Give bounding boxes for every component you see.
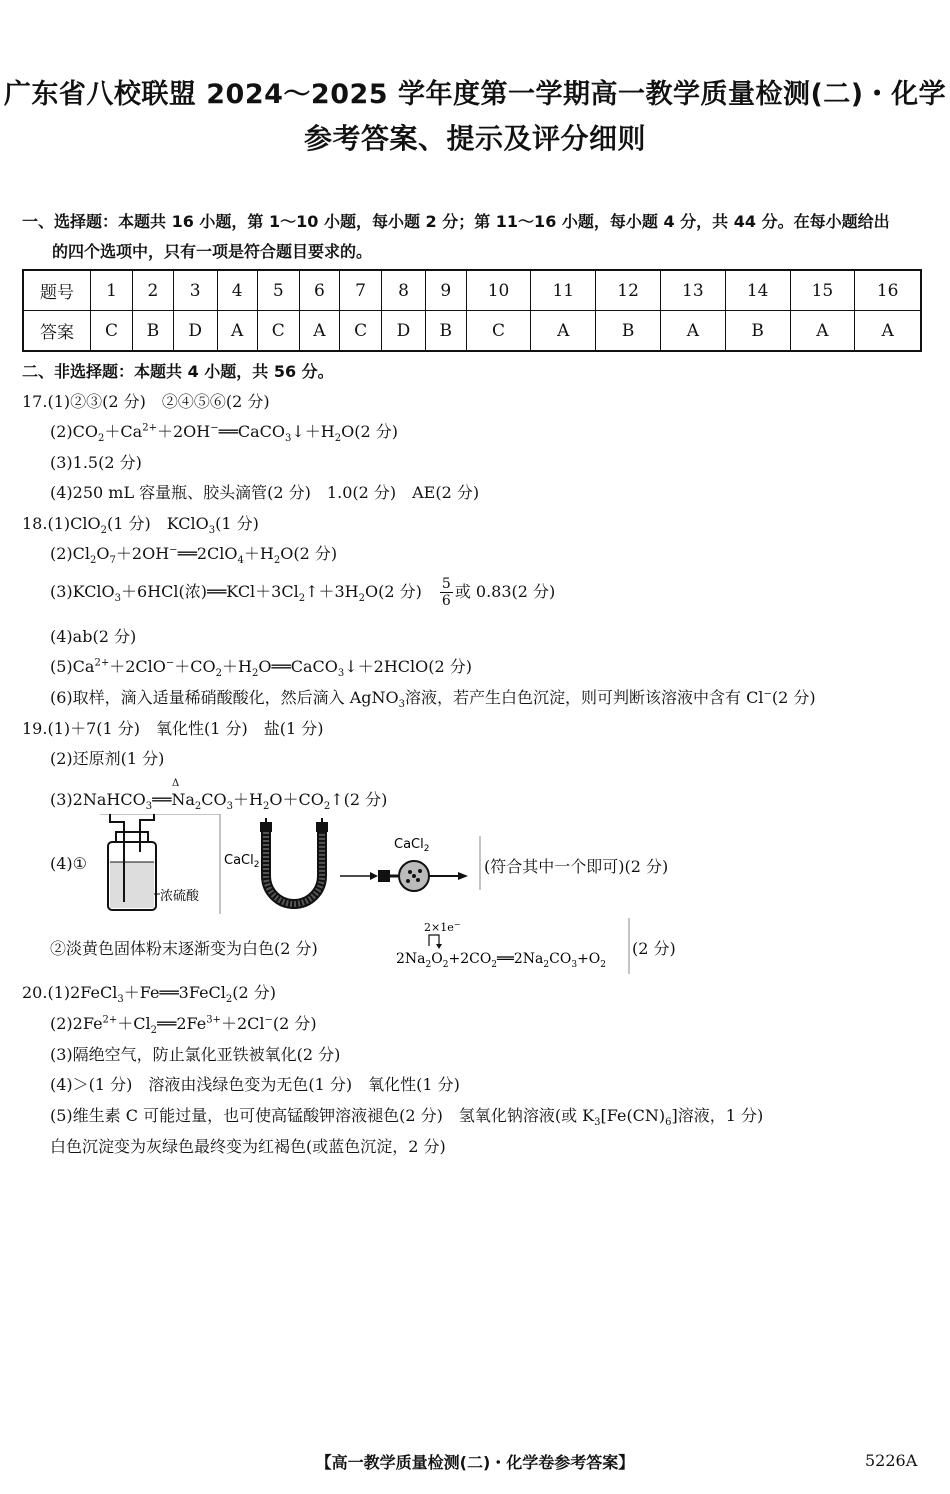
q19-line4-note: (符合其中一个即可)(2 分) (484, 857, 669, 876)
answer-cell: B (725, 311, 790, 352)
q17-line3: (3)1.5(2 分) (50, 453, 142, 472)
heat-symbol: Δ (172, 778, 180, 789)
table-row-numbers (23, 270, 921, 311)
q18-line2: $(2)Cl_2O_7+2OH^-══2ClO_4+H_2O(2$ 分) (50, 544, 338, 567)
answer-cell: C (466, 311, 531, 352)
q19-line5-score: (2 分) (632, 939, 676, 958)
svg-text:2×1e−: 2×1e− (424, 920, 461, 934)
question-number: 4 (217, 270, 257, 311)
question-number: 1 (91, 270, 133, 311)
question-number: 13 (660, 270, 725, 311)
question-number: 5 (257, 270, 299, 311)
page-subtitle: 参考答案、提示及评分细则 (303, 122, 646, 155)
q18-line4: (4)ab(2 分) (50, 627, 137, 646)
section1-intro: 一、选择题：本题共 16 小题，第 1～10 小题，每小题 2 分；第 11～16 小题，每小题 4 分，共 44 分。在每小题给出 (22, 212, 890, 231)
answer-cell: B (596, 311, 661, 352)
question-number: 12 (596, 270, 661, 311)
answer-cell: C (340, 311, 382, 352)
question-number: 9 (425, 270, 466, 311)
answer-cell: C (257, 311, 299, 352)
svg-text:2Na2O2+2CO2══2Na2CO3+O2: $2Na_2O_2+2CO_2══2Na_2CO_3+O_2$ (396, 951, 607, 970)
q18-line6: (6)取样，滴入适量稀硝酸酸化，然后滴入 AgNO$_3$溶液，若产生白色沉淀，则可判断该溶液中含有 Cl−(2 分) (50, 688, 816, 711)
question-number: 10 (466, 270, 531, 311)
answer-cell: A (299, 311, 339, 352)
row-label-answer: 答案 (23, 311, 91, 352)
drying-tube-figure (340, 834, 485, 892)
q18-line3: (3)KClO$_3$＋6HCl(浓)$══KCl+3Cl_2↑+3H_2O(2$ 分) $\frac{5}{6}$ 或 0.83(2 分) (50, 576, 556, 609)
answer-cell: C (91, 311, 133, 352)
question-number: 7 (340, 270, 382, 311)
svg-text:CaCl2: CaCl$_2$ (224, 853, 260, 870)
q18-line5: $(5)Ca^{2+}+2ClO^-+CO_2+H_2O══CaCO_3↓+2HClO(2$ 分) (50, 657, 473, 680)
q19-line1: 19.(1)＋7(1 分) 氧化性(1 分) 盐(1 分) (22, 719, 324, 738)
q20-line4: (4)＞(1 分) 溶液由浅绿色变为无色(1 分) 氧化性(1 分) (50, 1075, 460, 1094)
question-number: 15 (790, 270, 855, 311)
answer-cell: A (855, 311, 921, 352)
q17-line4: (4)250 mL 容量瓶、胶头滴管(2 分) 1.0(2 分) AE(2 分) (50, 483, 480, 502)
electron-transfer-equation (396, 918, 632, 974)
section2-title: 二、非选择题：本题共 4 小题，共 56 分。 (22, 362, 334, 381)
svg-text:CaCl2: CaCl$_2$ (394, 837, 430, 854)
q19-line5: ②淡黄色固体粉末逐渐变为白色(2 分) (50, 939, 318, 958)
q18-line1: 18.(1)ClO$_2$(1 分) KClO$_3$(1 分) (22, 514, 259, 537)
answer-cell: A (660, 311, 725, 352)
question-number: 14 (725, 270, 790, 311)
question-number: 8 (382, 270, 426, 311)
answer-cell: D (173, 311, 217, 352)
question-number: 3 (173, 270, 217, 311)
question-number: 6 (299, 270, 339, 311)
fraction: $\frac{5}{6}$ (441, 576, 451, 609)
answer-cell: B (133, 311, 174, 352)
q17-line1: 17.(1)②③(2 分) ②④⑤⑥(2 分) (22, 392, 270, 411)
acid-label: 浓硫酸 (160, 889, 200, 904)
footer-label: 【高一教学质量检测(二)・化学卷参考答案】 (315, 1453, 635, 1472)
answer-cell: D (382, 311, 426, 352)
q20-line1: 20.(1)2FeCl$_3$＋Fe══3FeCl$_2$(2 分) (22, 983, 277, 1006)
q19-line2: (2)还原剂(1 分) (50, 749, 165, 768)
question-number: 16 (855, 270, 921, 311)
footer-code: 5226A (865, 1451, 918, 1470)
q19-line4-label: (4)① (50, 854, 88, 873)
question-number: 11 (531, 270, 596, 311)
answer-cell: A (790, 311, 855, 352)
answer-cell: B (425, 311, 466, 352)
gas-washing-bottle-figure (100, 814, 222, 914)
row-label-number: 题号 (23, 270, 91, 311)
q20-line2: $(2)2Fe^{2+}+Cl_2══2Fe^{3+}+2Cl^-(2$ 分) (50, 1014, 317, 1037)
page-title: 广东省八校联盟 2024～2025 学年度第一学期高一教学质量检测(二)・化学 (3, 79, 947, 110)
answer-cell: A (217, 311, 257, 352)
answer-table (22, 269, 922, 352)
q19-line3: $(3)2NaHCO_3══Na_2CO_3+H_2O+CO_2↑(2$ 分) (50, 790, 388, 813)
q20-line3: (3)隔绝空气，防止氯化亚铁被氧化(2 分) (50, 1045, 341, 1064)
q17-line2: $(2)CO_2+Ca^{2+}+2OH^-══CaCO_3↓+H_2O(2$ 分) (50, 422, 399, 445)
question-number: 2 (133, 270, 174, 311)
answer-cell: A (531, 311, 596, 352)
q20-line5: (5)维生素 C 可能过量，也可使高锰酸钾溶液褪色(2 分) 氢氧化钠溶液(或 $K_3[Fe(CN)_6]$溶液，1 分) (50, 1106, 764, 1129)
section1-intro-cont: 的四个选项中，只有一项是符合题目要求的。 (52, 242, 373, 261)
u-tube-figure (224, 818, 339, 910)
q20-line6: 白色沉淀变为灰绿色最终变为红褐色(或蓝色沉淀，2 分) (50, 1137, 446, 1156)
table-row-answers (23, 311, 921, 352)
